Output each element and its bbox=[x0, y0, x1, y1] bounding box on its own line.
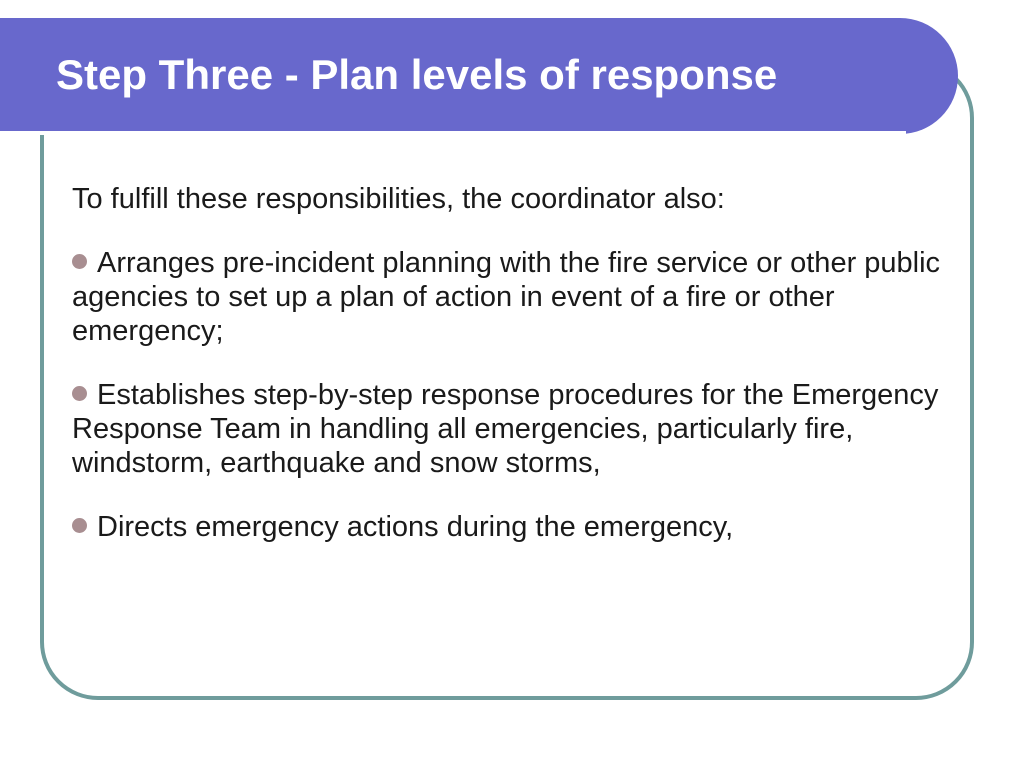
intro-text: To fulfill these responsibilities, the coordinator also: bbox=[72, 183, 725, 215]
bullet-text: Directs emergency actions during the emergency, bbox=[97, 511, 734, 543]
bullet-dot-icon bbox=[72, 254, 87, 269]
title-underline bbox=[0, 131, 906, 135]
bullet-text: Arranges pre-incident planning with the fire service or other public agencies to set up a plan of action in event of a fire or other emergency; bbox=[72, 247, 941, 347]
bullet-text: Establishes step-by-step response procedures for the Emergency Response Team in handling all emergencies, particularly fire, windstorm, earthquake and snow storms, bbox=[72, 379, 939, 479]
bullet-dot-icon bbox=[72, 518, 87, 533]
slide-body bbox=[72, 182, 960, 574]
bullet-item bbox=[72, 510, 960, 544]
slide-title: Step Three - Plan levels of response bbox=[56, 51, 778, 98]
bullet-item bbox=[72, 378, 960, 480]
bullet-dot-icon bbox=[72, 386, 87, 401]
bullet-item bbox=[72, 246, 960, 348]
